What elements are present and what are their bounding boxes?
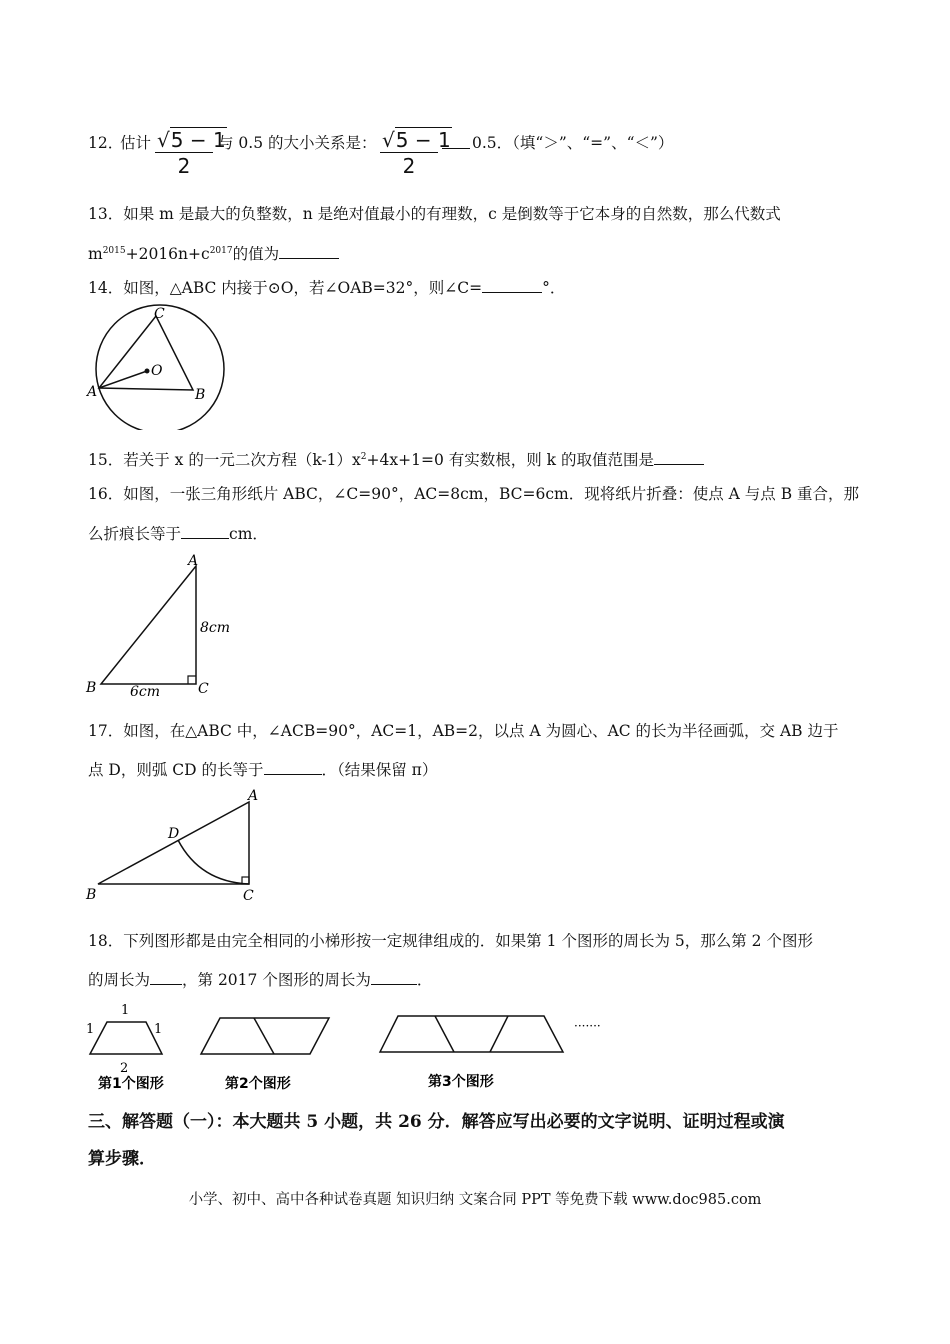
q14-text — [88, 276, 565, 299]
q17-line-2 — [88, 758, 437, 781]
q18-text-b: ，第 2017 个图形的周长为 — [182, 971, 371, 989]
q13-exp-2017: 2017 — [209, 246, 233, 256]
divider-2 — [490, 1016, 508, 1052]
q14-answer-line[interactable] — [482, 276, 542, 293]
label-b: B — [195, 387, 206, 403]
q15-answer-line[interactable] — [654, 448, 704, 465]
q14-text-2: °． — [542, 279, 566, 297]
caption-2: 第2个图形 — [225, 1076, 291, 1092]
triangle-abc — [99, 316, 193, 390]
q12-fraction-2 — [380, 128, 451, 179]
trapezoid-large — [380, 1016, 563, 1052]
q15-text — [88, 448, 704, 471]
section-3-line-1: 三、解答题（一）：本大题共 5 小题，共 26 分．解答应写出必要的文字说明、证明过程或演 — [88, 1112, 785, 1132]
q12-fraction-1-numerator: 5 − 1 — [170, 128, 226, 152]
label-d: D — [168, 826, 180, 842]
label-bottom: 2 — [120, 1061, 129, 1076]
q16-line-1: 16．如图，一张三角形纸片 ABC，∠C=90°，AC=8cm，BC=6cm．现将纸片折叠：使点 A 与点 B 重合，那 — [88, 485, 860, 503]
figure-3 — [380, 1016, 563, 1090]
q15-sup: 2 — [360, 452, 367, 462]
label-a: A — [87, 384, 98, 400]
q16-line-2 — [88, 522, 268, 545]
label-c: C — [154, 306, 165, 322]
q12-text-estimate: 估计 — [120, 134, 152, 152]
q17-text-a: 点 D，则弧 CD 的长等于 — [88, 761, 264, 779]
label-o: O — [151, 363, 163, 379]
label-c: C — [198, 681, 209, 697]
q12-text-fill: 0.5．（填“＞”、“=”、“＜”） — [472, 134, 674, 152]
caption-3: 第3个图形 — [428, 1074, 494, 1090]
q12-number: 12． — [88, 134, 124, 152]
q18-answer-line-2[interactable] — [371, 968, 417, 985]
section-3-heading — [88, 1110, 878, 1171]
label-bc-length: 6cm — [130, 684, 161, 700]
q17-triangle-figure — [80, 786, 270, 911]
q18-text-c: ． — [416, 971, 433, 989]
figure-1 — [86, 1003, 165, 1092]
q12-answer-line[interactable] — [442, 132, 470, 155]
q12-fraction-2-numerator: 5 − 1 — [395, 128, 451, 152]
divider — [254, 1018, 274, 1054]
q13-end: 的值为 — [232, 245, 280, 263]
triangle-abc — [98, 802, 249, 884]
label-ac-length: 8cm — [200, 620, 231, 636]
section-3-line-2: 算步骤． — [88, 1149, 156, 1169]
divider-1 — [435, 1016, 454, 1052]
q14-text-1: 14．如图，△ABC 内接于⊙O，若∠OAB=32°，则∠C= — [88, 279, 483, 297]
right-angle-mark — [188, 676, 196, 684]
q12-text-compare: 与 0.5 的大小关系是： — [218, 134, 377, 152]
q16-text-b: cm． — [229, 525, 268, 543]
label-left: 1 — [86, 1022, 95, 1037]
q14-circle-figure — [80, 300, 240, 430]
q18-answer-line-1[interactable] — [150, 968, 182, 985]
q16-text-a: 么折痕长等于 — [88, 525, 182, 543]
triangle-abc — [101, 566, 196, 684]
q13-mid: +2016n+c — [125, 245, 210, 263]
caption-1: 第1个图形 — [98, 1076, 164, 1092]
q18-trapezoid-figures — [80, 998, 620, 1096]
label-right: 1 — [154, 1022, 163, 1037]
q18-text-a: 的周长为 — [88, 971, 151, 989]
q17-answer-line[interactable] — [264, 758, 322, 775]
center-point-o — [145, 369, 150, 374]
q12-fraction-2-denominator: 2 — [402, 154, 416, 178]
label-b: B — [86, 887, 97, 903]
q16-triangle-figure — [80, 548, 250, 703]
sqrt-icon: √ — [382, 128, 395, 152]
sqrt-icon: √ — [157, 128, 170, 152]
q13-line-1: 13．如果 m 是最大的负整数，n 是绝对值最小的有理数，c 是倒数等于它本身的自然数，那么代数式 — [88, 205, 781, 223]
q15-text-1: 15．若关于 x 的一元二次方程（k-1）x — [88, 451, 361, 469]
q12-fraction-1 — [155, 128, 226, 179]
label-top: 1 — [121, 1003, 130, 1018]
figure-2 — [201, 1018, 329, 1092]
q16-answer-line[interactable] — [181, 522, 229, 539]
label-a: A — [188, 553, 199, 569]
trapezoid — [90, 1022, 162, 1054]
page-footer: 小学、初中、高中各种试卷真题 知识归纳 文案合同 PPT 等免费下载 www.doc985.com — [188, 1192, 762, 1208]
q13-m: m — [88, 245, 103, 263]
q13-answer-line[interactable] — [279, 242, 339, 259]
q12-fraction-1-denominator: 2 — [177, 154, 191, 178]
q13-line-2 — [88, 242, 339, 265]
q18-line-1: 18．下列图形都是由完全相同的小梯形按一定规律组成的．如果第 1 个图形的周长为 5，那么第 2 个图形 — [88, 932, 813, 950]
label-c: C — [243, 888, 254, 904]
q17-line-1: 17．如图，在△ABC 中，∠ACB=90°，AC=1，AB=2，以点 A 为圆心、AC 的长为半径画弧，交 AB 边于 — [88, 722, 839, 740]
arc-cd — [178, 840, 249, 884]
label-a: A — [248, 788, 259, 804]
q15-text-2: +4x+1=0 有实数根，则 k 的取值范围是 — [366, 451, 654, 469]
q17-text-b: ．（结果保留 π） — [321, 761, 438, 779]
parallelogram — [201, 1018, 329, 1054]
q18-line-2 — [88, 968, 432, 991]
label-b: B — [86, 680, 97, 696]
ellipsis: ······· — [574, 1019, 601, 1033]
q13-exp-2015: 2015 — [102, 246, 126, 256]
